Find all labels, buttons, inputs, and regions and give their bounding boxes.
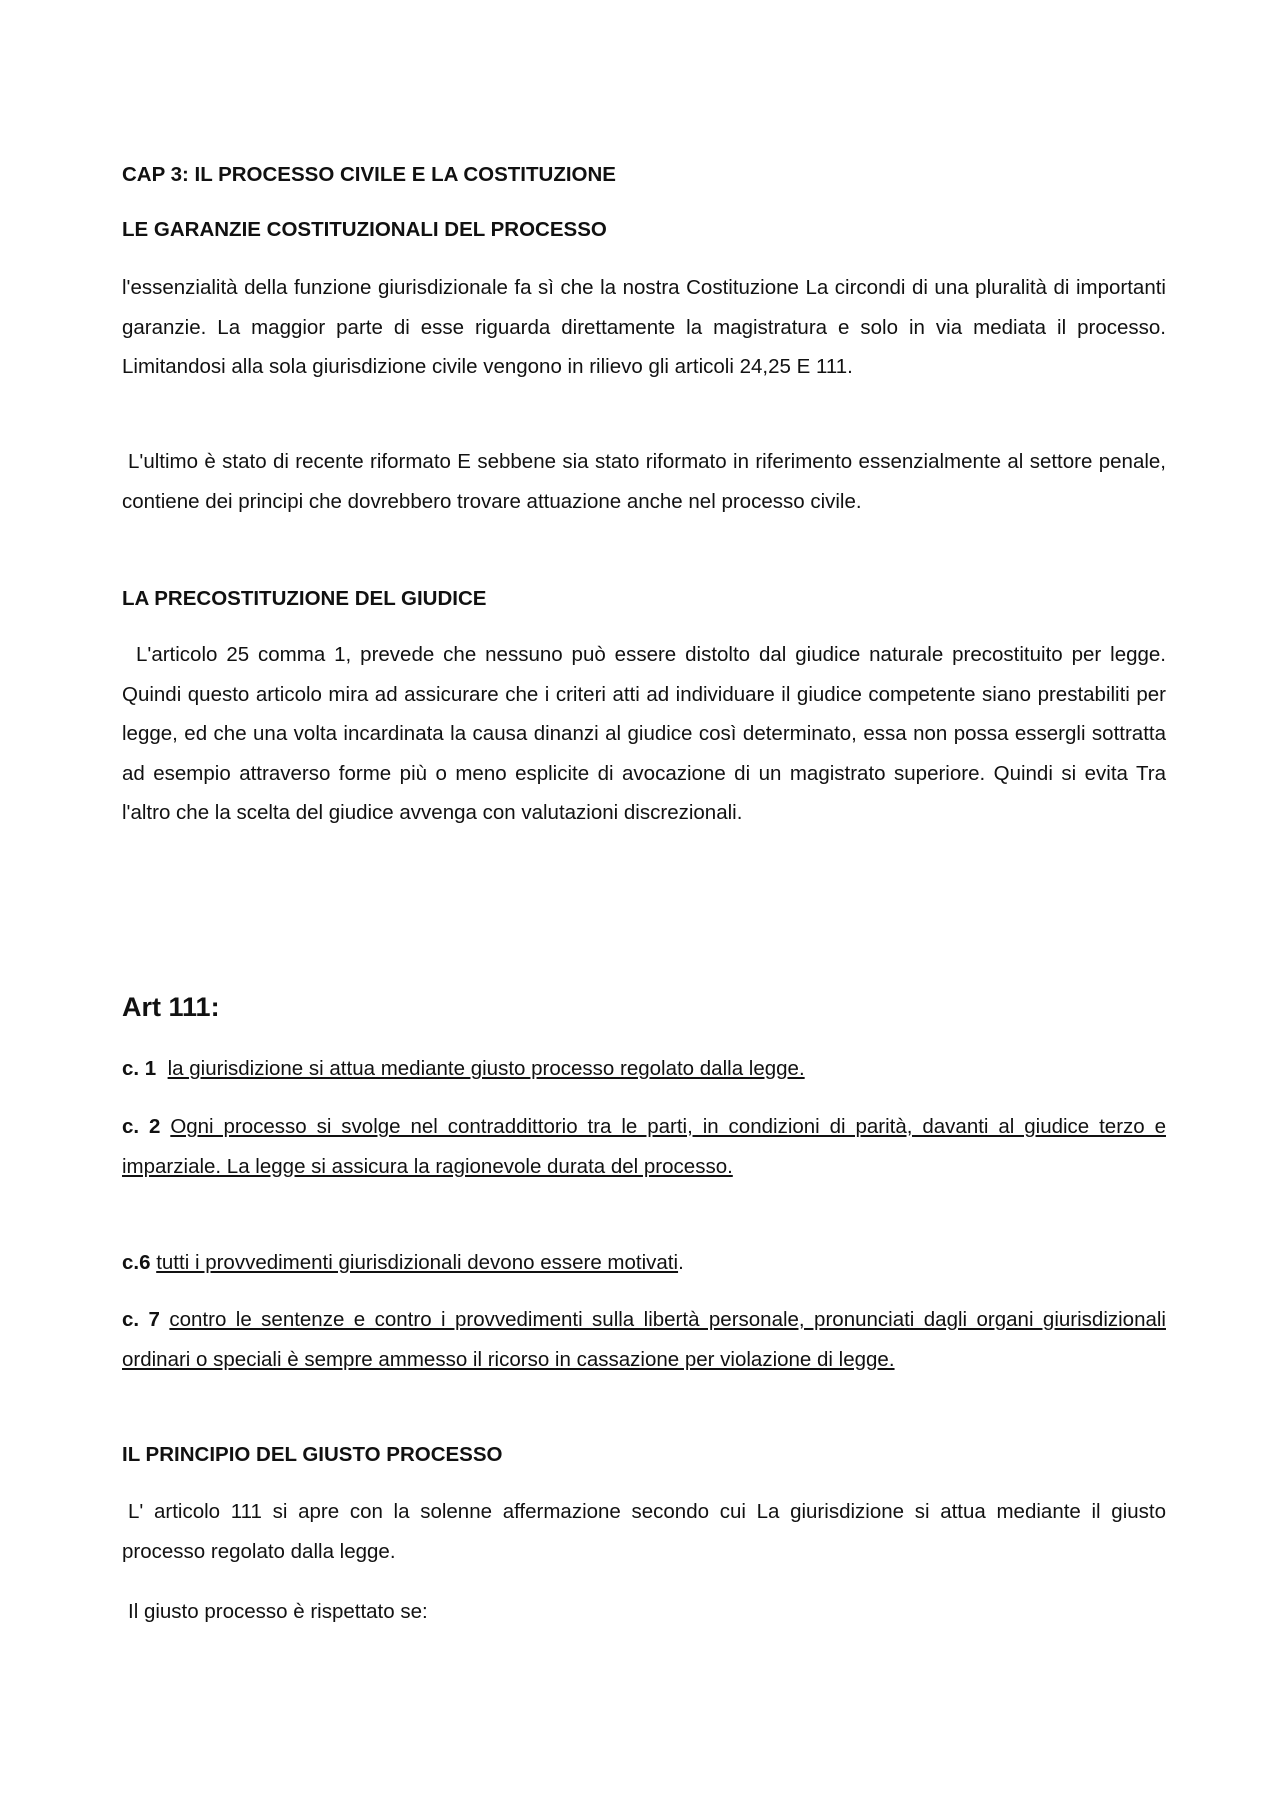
comma-label: c. 2 <box>122 1115 161 1138</box>
comma-2 <box>122 1107 1166 1186</box>
comma-text: contro le sentenze e contro i provvedimenti sulla libertà personale, pronunciati dagli organi giurisdizionali ordinari o speciali è sempre ammesso il ricorso in cassazione per violazione di legge. <box>122 1308 1166 1371</box>
section-heading: LA PRECOSTITUZIONE DEL GIUDICE <box>122 587 487 610</box>
section-heading: IL PRINCIPIO DEL GIUSTO PROCESSO <box>122 1443 503 1466</box>
comma-label: c. 7 <box>122 1308 160 1331</box>
chapter-title: CAP 3: IL PROCESSO CIVILE E LA COSTITUZIONE <box>122 163 616 186</box>
paragraph: Il giusto processo è rispettato se: <box>128 1600 428 1623</box>
paragraph: L'articolo 25 comma 1, prevede che nessuno può essere distolto dal giudice naturale precostituito per legge. Quindi questo articolo mira ad assicurare che i criteri atti ad individuare il giudice competente siano prestabiliti per legge, ed che una volta incardinata la causa dinanzi al giudice così determinato, essa non possa essergli sottratta ad esempio attraverso forme più o meno esplicite di avocazione di un magistrato superiore. Quindi si evita Tra l'altro che la scelta del giudice avvenga con valutazioni discrezionali. <box>122 643 1166 825</box>
comma-text: la giurisdizione si attua mediante giusto processo regolato dalla legge. <box>167 1057 805 1080</box>
comma-1 <box>122 1049 1166 1089</box>
comma-text: tutti i provvedimenti giurisdizionali devono essere motivati <box>156 1251 679 1274</box>
comma-label: c. 1 <box>122 1057 157 1080</box>
comma-label: c.6 <box>122 1251 151 1274</box>
comma-6 <box>122 1243 1166 1283</box>
comma-suffix: . <box>678 1251 684 1274</box>
article-heading: Art 111: <box>122 992 220 1022</box>
comma-text: Ogni processo si svolge nel contraddittorio tra le parti, in condizioni di parità, davanti al giudice terzo e imparziale. La legge si assicura la ragionevole durata del processo. <box>122 1115 1166 1178</box>
paragraph: L' articolo 111 si apre con la solenne affermazione secondo cui La giurisdizione si attua mediante il giusto processo regolato dalla legge. <box>122 1500 1166 1563</box>
paragraph: L'ultimo è stato di recente riformato E sebbene sia stato riformato in riferimento essenzialmente al settore penale, contiene dei principi che dovrebbero trovare attuazione anche nel processo civile. <box>122 450 1166 513</box>
section-heading: LE GARANZIE COSTITUZIONALI DEL PROCESSO <box>122 218 607 241</box>
comma-7 <box>122 1300 1166 1379</box>
paragraph: l'essenzialità della funzione giurisdizionale fa sì che la nostra Costituzione La circondi di una pluralità di importanti garanzie. La maggior parte di esse riguarda direttamente la magistratura e solo in via mediata il processo. Limitandosi alla sola giurisdizione civile vengono in rilievo gli articoli 24,25 E 111. <box>122 276 1166 379</box>
